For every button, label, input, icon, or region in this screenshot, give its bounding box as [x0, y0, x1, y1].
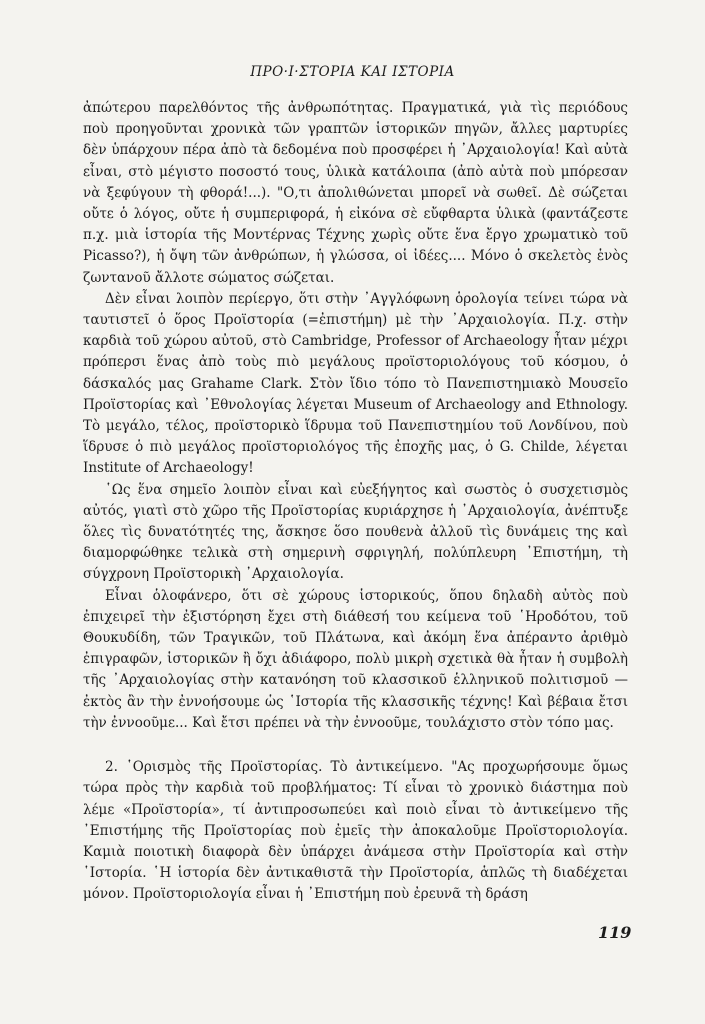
page-number: 119 [598, 923, 632, 942]
running-head: ΠΡΟ·Ι·ΣΤΟΡΙΑ ΚΑΙ ΙΣΤΟΡΙΑ [250, 64, 455, 80]
paragraph: ἀπώτερου παρελθόντος τῆς ἀνθρωπότητας. Πραγματικά, γιὰ τὶς περιόδους ποὺ προηγοῦνται χρονικὰ τῶν γραπτῶν ἱστορικῶν πηγῶν, ἄλλες μαρτυρίες δὲν ὑπάρχουν πέρα ἀπὸ τὰ δεδομένα ποὺ προσφέρει ἡ ᾿Αρχαιολογία! Καὶ αὐτὰ εἶναι, στὸ μέγιστο ποσοστό τους, ὑλικὰ κατάλοιπα (ἀπὸ αὐτὰ ποὺ μπόρεσαν νὰ ξεφύγουν τὴ φθορά!...). "Ο,τι ἀπολιθώνεται μπορεῖ νὰ σωθεῖ. Δὲ σώζεται οὔτε ὁ λόγος, οὔτε ἡ συμπεριφορά, ἡ εἰκόνα σὲ εὔφθαρτα ὑλικὰ (φαντάζεστε π.χ. μιὰ ἱστορία τῆς Μοντέρνας Τέχνης χωρὶς οὔτε ἕνα ἔργο χρωματικὸ τοῦ Picasso?), ἡ ὄψη τῶν ἀνθρώπων, ἡ γλώσσα, οἱ ἰδέες.... Μόνο ὁ σκελετὸς ἑνὸς ζωντανοῦ ἄλλοτε σώματος σώζεται. [83, 100, 628, 286]
paragraph: ῾Ως ἕνα σημεῖο λοιπὸν εἶναι καὶ εὐεξήγητος καὶ σωστὸς ὁ συσχετισμὸς αὐτός, γιατὶ στὸ χῶρο τῆς Προϊστορίας κυριάρχησε ἡ ᾿Αρχαιολογία, ἀνέπτυξε ὅλες τὶς δυνατότητές της, ἄσκησε ὅσο πουθενὰ ἀλλοῦ τὶς δυνάμεις της καὶ διαμορφώθηκε τελικὰ στὴ σημερινὴ σφριγηλή, πολύπλευρη ᾿Επιστήμη, τὴ σύγχρονη Προϊστορικὴ ᾿Αρχαιολογία. [83, 481, 628, 583]
body-text [83, 98, 628, 906]
paragraph: Εἶναι ὁλοφάνερο, ὅτι σὲ χώρους ἱστορικούς, ὅπου δηλαδὴ αὐτὸς ποὺ ἐπιχειρεῖ τὴν ἐξιστόρηση ἔχει στὴ διάθεσή του κείμενα τοῦ ῾Ηροδότου, τοῦ Θουκυδίδη, τῶν Τραγικῶν, τοῦ Πλάτωνα, καὶ ἀκόμη ἕνα ἀπέραντο ἀριθμὸ ἐπιγραφῶν, ἱστορικῶν ἢ ὄχι ἀδιάφορο, πολὺ μικρὴ σχετικὰ θὰ ἦταν ἡ συμβολὴ τῆς ᾿Αρχαιολογίας στὴν κατανόηση τοῦ κλασσικοῦ ἑλληνικοῦ πολιτισμοῦ —ἐκτὸς ἂν τὴν ἐννοήσουμε ὡς ῾Ιστορία τῆς κλασσικῆς τέχνης! Καὶ βέβαια ἔτσι τὴν ἐννοοῦμε... Καὶ ἔτσι πρέπει νὰ τὴν ἐννοοῦμε, τουλάχιστο στὸν τόπο μας. [83, 587, 628, 731]
section-paragraph: 2. ῾Ορισμὸς τῆς Προϊστορίας. Τὸ ἀντικείμενο. "Ας προχωρήσουμε ὅμως τώρα πρὸς τὴν καρδιὰ τοῦ προβλήματος: Τί εἶναι τὸ χρονικὸ διάστημα ποὺ λέμε «Προϊστορία», τί ἀντιπροσωπεύει καὶ ποιὸ εἶναι τὸ ἀντικείμενο τῆς ᾿Επιστήμης τῆς Προϊστορίας ποὺ ἐμεῖς τὴν ἀποκαλοῦμε Προϊστοριολογία. Καμιὰ ποιοτικὴ διαφορὰ δὲν ὑπάρχει ἀνάμεσα στὴν Προϊστορία καὶ στὴν ῾Ιστορία. ῾Η ἱστορία δὲν ἀντικαθιστᾶ τὴν Προϊστορία, ἁπλῶς τὴ διαδέχεται μόνον. Προϊστοριολογία εἶναι ἡ ᾿Επιστήμη ποὺ ἐρευνᾶ τὴ δράση [83, 759, 628, 903]
paragraph: Δὲν εἶναι λοιπὸν περίεργο, ὅτι στὴν ᾿Αγγλόφωνη ὁρολογία τείνει τώρα νὰ ταυτιστεῖ ὁ ὅρος Προϊστορία (=ἐπιστήμη) μὲ τὴν ᾿Αρχαιολογία. Π.χ. στὴν καρδιὰ τοῦ χώρου αὐτοῦ, στὸ Cambridge, Professor of Archaeology ἦταν μέχρι πρόπερσι ἕνας ἀπὸ τοὺς πιὸ μεγάλους προϊστοριολόγους τοῦ κόσμου, ὁ δάσκαλός μας Grahame Clark. Στὸν ἴδιο τόπο τὸ Πανεπιστημιακὸ Μουσεῖο Προϊστορίας καὶ ᾿Εθνολογίας λέγεται Museum of Archaeology and Ethnology. Τὸ μεγάλο, τέλος, προϊστορικὸ ἵδρυμα τοῦ Πανεπιστημίου τοῦ Λονδίνου, ποὺ ἵδρυσε ὁ πιὸ μεγάλος προϊστοριολόγος τῆς ἐποχῆς μας, ὁ G. Childe, λέγεται Institute of Archaeology! [83, 290, 628, 477]
